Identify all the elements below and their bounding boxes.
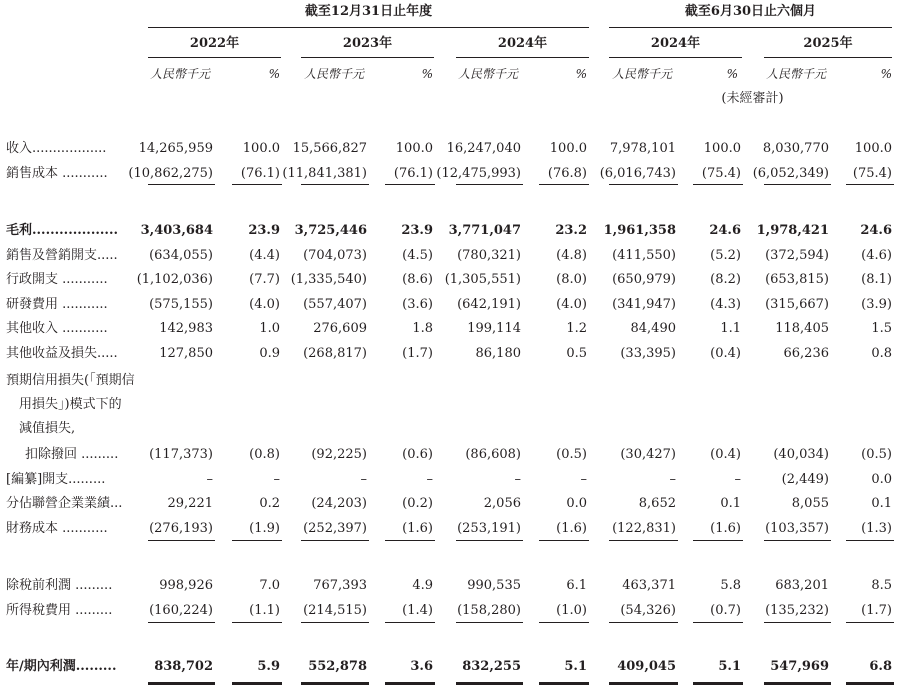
percent-cell: (1.1)	[249, 603, 280, 618]
percent-cell: (0.5)	[861, 447, 892, 462]
subtotal-rule	[764, 184, 831, 185]
amount-cell: 552,878	[308, 659, 367, 674]
unit-pct: %	[726, 67, 738, 81]
percent-cell: 5.1	[564, 659, 587, 674]
subtotal-rule	[846, 184, 894, 185]
amount-cell: 276,609	[313, 321, 367, 336]
ecl-label-line: 用損失」)模式下的	[19, 397, 122, 412]
percent-cell: 0.0	[871, 472, 892, 487]
subtotal-rule	[539, 184, 589, 185]
header-group-full-year: 截至12月31日止年度	[304, 4, 433, 19]
subtotal-rule	[385, 540, 435, 541]
row-label: 分佔聯營企業業績...	[6, 496, 123, 511]
percent-cell: (4.3)	[710, 297, 741, 312]
amount-cell: 409,045	[617, 659, 676, 674]
row-label: 收入..................	[6, 141, 107, 156]
amount-cell: –	[514, 472, 521, 487]
percent-cell: (1.6)	[556, 521, 587, 536]
unit-pct: %	[575, 67, 587, 81]
subtotal-rule	[764, 540, 831, 541]
percent-cell: 100.0	[703, 141, 741, 156]
amount-cell: (86,608)	[465, 447, 521, 462]
percent-cell: (4.0)	[249, 297, 280, 312]
row-label: 除稅前利潤 .........	[6, 578, 113, 593]
amount-cell: 86,180	[475, 346, 521, 361]
percent-cell: (7.7)	[249, 272, 280, 287]
amount-cell: (315,667)	[765, 297, 829, 312]
amount-cell: 127,850	[159, 346, 213, 361]
subtotal-rule	[148, 540, 215, 541]
amount-cell: (780,321)	[457, 248, 521, 263]
amount-cell: (1,335,540)	[290, 272, 367, 287]
percent-cell: 0.8	[871, 346, 892, 361]
percent-cell: (0.6)	[402, 447, 433, 462]
amount-cell: 2,056	[483, 496, 521, 511]
amount-cell: (103,357)	[765, 521, 829, 536]
amount-cell: 7,978,101	[609, 141, 676, 156]
year-header-2025-h1: 2025年	[803, 36, 853, 51]
amount-cell: (276,193)	[149, 521, 213, 536]
subtotal-rule	[232, 184, 282, 185]
amount-cell: (341,947)	[612, 297, 676, 312]
amount-cell: 14,265,959	[138, 141, 213, 156]
year-rule	[301, 57, 434, 58]
subtotal-rule	[693, 184, 743, 185]
amount-cell: –	[360, 472, 367, 487]
subtotal-rule	[846, 540, 894, 541]
amount-cell: 3,403,684	[140, 223, 213, 238]
percent-cell: (1.6)	[710, 521, 741, 536]
amount-cell: 118,405	[775, 321, 829, 336]
header-rule-full-year	[148, 27, 589, 28]
row-label: 研發費用 ...........	[6, 297, 108, 312]
amount-cell: (6,052,349)	[752, 166, 829, 181]
amount-cell: (135,232)	[765, 603, 829, 618]
subtotal-rule	[301, 184, 369, 185]
percent-cell: (5.2)	[710, 248, 741, 263]
year-rule	[148, 57, 281, 58]
ecl-label-line: 減值損失,	[19, 421, 76, 436]
percent-cell: 0.9	[259, 346, 280, 361]
amount-cell: (557,407)	[303, 297, 367, 312]
percent-cell: 6.1	[566, 578, 587, 593]
year-header-2022: 2022年	[189, 36, 240, 51]
amount-cell: (214,515)	[303, 603, 367, 618]
amount-cell: (92,225)	[311, 447, 367, 462]
amount-cell: (1,102,036)	[136, 272, 213, 287]
amount-cell: 199,114	[467, 321, 521, 336]
year-rule	[456, 57, 589, 58]
percent-cell: –	[273, 472, 280, 487]
subtotal-rule	[609, 622, 678, 623]
percent-cell: (0.4)	[710, 346, 741, 361]
percent-cell: 1.1	[720, 321, 741, 336]
subtotal-rule	[539, 622, 589, 623]
percent-cell: 4.9	[412, 578, 433, 593]
amount-cell: (252,397)	[303, 521, 367, 536]
row-label: 年/期內利潤.........	[6, 659, 117, 674]
amount-cell: (653,815)	[765, 272, 829, 287]
percent-cell: (8.6)	[402, 272, 433, 287]
percent-cell: 3.6	[410, 659, 433, 674]
percent-cell: (76.1)	[393, 166, 433, 181]
percent-cell: (1.7)	[861, 603, 892, 618]
total-double-rule	[846, 682, 894, 685]
row-label: 扣除撥回 .........	[25, 447, 119, 462]
amount-cell: (158,280)	[457, 603, 521, 618]
subtotal-rule	[609, 184, 678, 185]
subtotal-rule	[385, 184, 435, 185]
amount-cell: (54,326)	[620, 603, 676, 618]
amount-cell: 84,490	[630, 321, 676, 336]
percent-cell: 0.2	[259, 496, 280, 511]
subtotal-rule	[846, 622, 894, 623]
amount-cell: (650,979)	[612, 272, 676, 287]
percent-cell: 1.5	[871, 321, 892, 336]
row-label: 所得稅費用 .........	[6, 603, 113, 618]
percent-cell: 5.1	[718, 659, 741, 674]
percent-cell: 5.9	[257, 659, 280, 674]
percent-cell: (1.6)	[402, 521, 433, 536]
percent-cell: (0.5)	[556, 447, 587, 462]
year-header-2024-h1: 2024年	[650, 36, 701, 51]
amount-cell: (10,862,275)	[128, 166, 213, 181]
total-double-rule	[609, 682, 678, 685]
percent-cell: (1.7)	[402, 346, 433, 361]
unit-rmb: 人民幣千元	[766, 67, 827, 81]
amount-cell: 142,983	[159, 321, 213, 336]
percent-cell: (4.0)	[556, 297, 587, 312]
subtotal-rule	[764, 622, 831, 623]
percent-cell: (3.6)	[402, 297, 433, 312]
amount-cell: 998,926	[159, 578, 213, 593]
percent-cell: (8.1)	[861, 272, 892, 287]
row-label: 行政開支 ...........	[6, 272, 108, 287]
percent-cell: 23.9	[248, 223, 280, 238]
amount-cell: 16,247,040	[446, 141, 521, 156]
percent-cell: 0.0	[566, 496, 587, 511]
subtotal-rule	[148, 184, 215, 185]
amount-cell: (12,475,993)	[436, 166, 521, 181]
unaudited-note: (未經審計)	[721, 91, 784, 106]
subtotal-rule	[301, 540, 369, 541]
percent-cell: 100.0	[242, 141, 280, 156]
total-double-rule	[385, 682, 435, 685]
amount-cell: 3,725,446	[294, 223, 367, 238]
total-double-rule	[539, 682, 589, 685]
amount-cell: (268,817)	[303, 346, 367, 361]
row-label: 其他收益及損失.....	[6, 346, 118, 361]
percent-cell: 6.8	[869, 659, 892, 674]
amount-cell: 3,771,047	[448, 223, 521, 238]
amount-cell: 8,652	[638, 496, 676, 511]
percent-cell: (1.3)	[861, 521, 892, 536]
subtotal-rule	[693, 622, 743, 623]
amount-cell: –	[669, 472, 676, 487]
percent-cell: (1.4)	[402, 603, 433, 618]
year-header-2024: 2024年	[497, 36, 548, 51]
percent-cell: 23.2	[555, 223, 587, 238]
amount-cell: (372,594)	[765, 248, 829, 263]
percent-cell: 1.2	[566, 321, 587, 336]
subtotal-rule	[456, 622, 523, 623]
amount-cell: 15,566,827	[292, 141, 367, 156]
row-label: 銷售成本 ...........	[6, 166, 108, 181]
unit-pct: %	[421, 67, 433, 81]
amount-cell: (30,427)	[620, 447, 676, 462]
amount-cell: 66,236	[783, 346, 829, 361]
amount-cell: (6,016,743)	[599, 166, 676, 181]
amount-cell: (33,395)	[620, 346, 676, 361]
percent-cell: 8.5	[871, 578, 892, 593]
amount-cell: 8,055	[791, 496, 829, 511]
row-label: 財務成本 ...........	[6, 521, 108, 536]
amount-cell: (122,831)	[612, 521, 676, 536]
subtotal-rule	[232, 540, 282, 541]
amount-cell: (40,034)	[773, 447, 829, 462]
percent-cell: 0.5	[566, 346, 587, 361]
percent-cell: –	[580, 472, 587, 487]
total-double-rule	[456, 682, 523, 685]
amount-cell: 990,535	[467, 578, 521, 593]
amount-cell: (117,373)	[149, 447, 213, 462]
unit-pct: %	[268, 67, 280, 81]
amount-cell: 838,702	[154, 659, 213, 674]
unit-pct: %	[880, 67, 892, 81]
percent-cell: 24.6	[860, 223, 892, 238]
percent-cell: 0.1	[720, 496, 741, 511]
amount-cell: (704,073)	[303, 248, 367, 263]
amount-cell: (253,191)	[457, 521, 521, 536]
year-header-2023: 2023年	[342, 36, 393, 51]
amount-cell: 1,978,421	[756, 223, 829, 238]
ecl-label-line: 預期信用損失(「預期信	[6, 373, 135, 388]
amount-cell: 683,201	[775, 578, 829, 593]
amount-cell: (24,203)	[311, 496, 367, 511]
amount-cell: 767,393	[313, 578, 367, 593]
header-rule-six-months	[609, 27, 892, 28]
subtotal-rule	[301, 622, 369, 623]
unit-rmb: 人民幣千元	[150, 67, 211, 81]
percent-cell: (4.8)	[556, 248, 587, 263]
unit-rmb: 人民幣千元	[304, 67, 365, 81]
percent-cell: (8.0)	[556, 272, 587, 287]
subtotal-rule	[232, 622, 282, 623]
subtotal-rule	[148, 622, 215, 623]
amount-cell: 29,221	[167, 496, 213, 511]
percent-cell: (75.4)	[701, 166, 741, 181]
percent-cell: 100.0	[549, 141, 587, 156]
percent-cell: (4.4)	[249, 248, 280, 263]
year-rule	[609, 57, 742, 58]
percent-cell: 5.8	[720, 578, 741, 593]
subtotal-rule	[456, 540, 523, 541]
amount-cell: 1,961,358	[603, 223, 676, 238]
amount-cell: 8,030,770	[762, 141, 829, 156]
percent-cell: (1.0)	[556, 603, 587, 618]
row-label: 毛利...................	[6, 223, 118, 238]
percent-cell: 0.1	[871, 496, 892, 511]
header-group-six-months: 截至6月30日止六個月	[684, 4, 817, 19]
amount-cell: (2,449)	[781, 472, 829, 487]
amount-cell: 832,255	[462, 659, 521, 674]
subtotal-rule	[539, 540, 589, 541]
subtotal-rule	[456, 184, 523, 185]
subtotal-rule	[385, 622, 435, 623]
amount-cell: (634,055)	[149, 248, 213, 263]
unit-rmb: 人民幣千元	[612, 67, 673, 81]
amount-cell: (642,191)	[457, 297, 521, 312]
year-rule	[764, 57, 892, 58]
amount-cell: –	[206, 472, 213, 487]
amount-cell: (411,550)	[612, 248, 676, 263]
percent-cell: (0.8)	[249, 447, 280, 462]
subtotal-rule	[693, 540, 743, 541]
row-label: [編纂]開支.........	[6, 472, 106, 487]
percent-cell: 7.0	[259, 578, 280, 593]
total-double-rule	[148, 682, 215, 685]
amount-cell: (160,224)	[149, 603, 213, 618]
unit-rmb: 人民幣千元	[458, 67, 519, 81]
amount-cell: 463,371	[622, 578, 676, 593]
percent-cell: 24.6	[709, 223, 741, 238]
total-double-rule	[232, 682, 282, 685]
percent-cell: 100.0	[395, 141, 433, 156]
percent-cell: (76.8)	[547, 166, 587, 181]
percent-cell: –	[426, 472, 433, 487]
row-label: 銷售及營銷開支.....	[6, 248, 118, 263]
percent-cell: (3.9)	[861, 297, 892, 312]
percent-cell: (0.2)	[402, 496, 433, 511]
percent-cell: 1.0	[259, 321, 280, 336]
amount-cell: (1,305,551)	[444, 272, 521, 287]
row-label: 其他收入 ...........	[6, 321, 108, 336]
percent-cell: –	[734, 472, 741, 487]
percent-cell: 23.9	[401, 223, 433, 238]
total-double-rule	[301, 682, 369, 685]
percent-cell: (76.1)	[240, 166, 280, 181]
subtotal-rule	[609, 540, 678, 541]
percent-cell: (1.9)	[249, 521, 280, 536]
amount-cell: (11,841,381)	[282, 166, 367, 181]
amount-cell: 547,969	[770, 659, 829, 674]
percent-cell: 1.8	[412, 321, 433, 336]
percent-cell: (4.5)	[402, 248, 433, 263]
percent-cell: (8.2)	[710, 272, 741, 287]
amount-cell: (575,155)	[149, 297, 213, 312]
percent-cell: 100.0	[854, 141, 892, 156]
total-double-rule	[764, 682, 831, 685]
percent-cell: (75.4)	[852, 166, 892, 181]
percent-cell: (4.6)	[861, 248, 892, 263]
total-double-rule	[693, 682, 743, 685]
percent-cell: (0.4)	[710, 447, 741, 462]
percent-cell: (0.7)	[710, 603, 741, 618]
